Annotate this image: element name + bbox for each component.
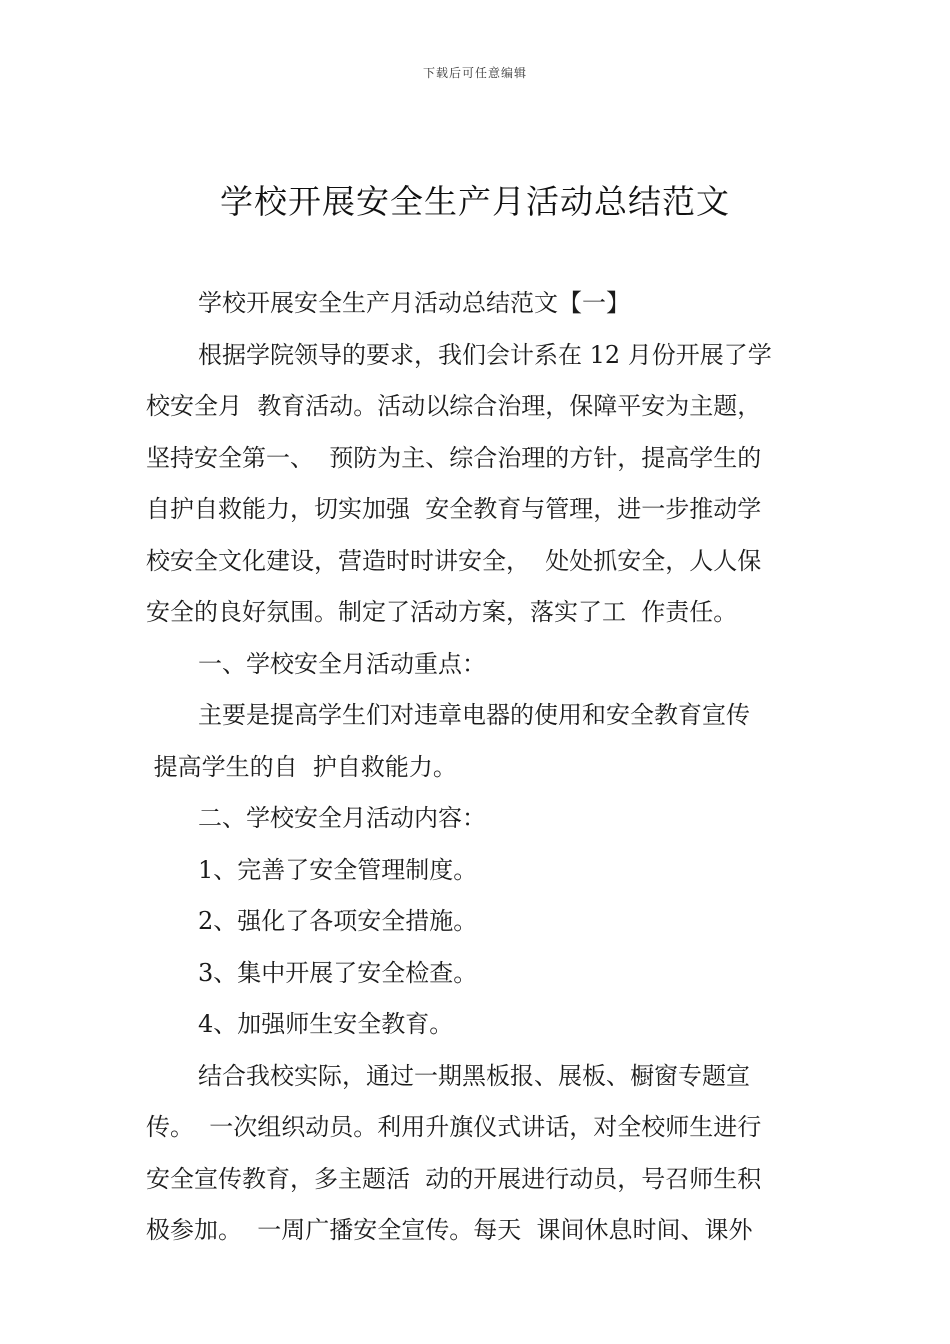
paragraph-line: 提高学生的自 护自救能力。 (146, 752, 457, 781)
paragraph-line: 坚持安全第一、 预防为主、综合治理的方针，提高学生的 (146, 443, 762, 472)
paragraph-line: 极参加。 一周广播安全宣传。每天 课间休息时间、课外 (146, 1216, 753, 1244)
document-title: 学校开展安全生产月活动总结范文 (220, 182, 730, 221)
paragraph-line: 校安全月 教育活动。活动以综合治理，保障平安为主题， (146, 392, 762, 420)
paragraph-line: 结合我校实际，通过一期黑板报、展板、橱窗专题宣 (198, 1061, 750, 1090)
list-item: 1、完善了安全管理制度。 (198, 855, 478, 884)
paragraph-line: 根据学院领导的要求，我们会计系在 12 月份开展了学 (198, 340, 772, 369)
list-item: 3、集中开展了安全检查。 (198, 958, 478, 987)
document-body (146, 278, 811, 1257)
paragraph-line: 校安全文化建设，营造时时讲安全， 处处抓安全，人人保 (146, 546, 762, 575)
paragraph-line: 安全宣传教育，多主题活 动的开展进行动员，号召师生积 (146, 1164, 762, 1193)
subheading-focus: 一、学校安全月活动重点： (198, 649, 486, 678)
download-edit-note: 下载后可任意编辑 (422, 66, 527, 80)
subheading-content: 二、学校安全月活动内容： (198, 804, 486, 832)
list-item: 2、强化了各项安全措施。 (198, 907, 478, 935)
paragraph-line: 主要是提高学生们对违章电器的使用和安全教育宣传 (198, 701, 750, 729)
section-heading-1: 学校开展安全生产月活动总结范文【一】 (198, 289, 630, 317)
paragraph-line: 安全的良好氛围。制定了活动方案，落实了工 作责任。 (146, 598, 738, 626)
paragraph-line: 自护自救能力，切实加强 安全教育与管理，进一步推动学 (146, 495, 762, 523)
list-item: 4、加强师生安全教育。 (198, 1010, 454, 1038)
paragraph-line: 传。 一次组织动员。利用升旗仪式讲话，对全校师生进行 (146, 1113, 762, 1141)
